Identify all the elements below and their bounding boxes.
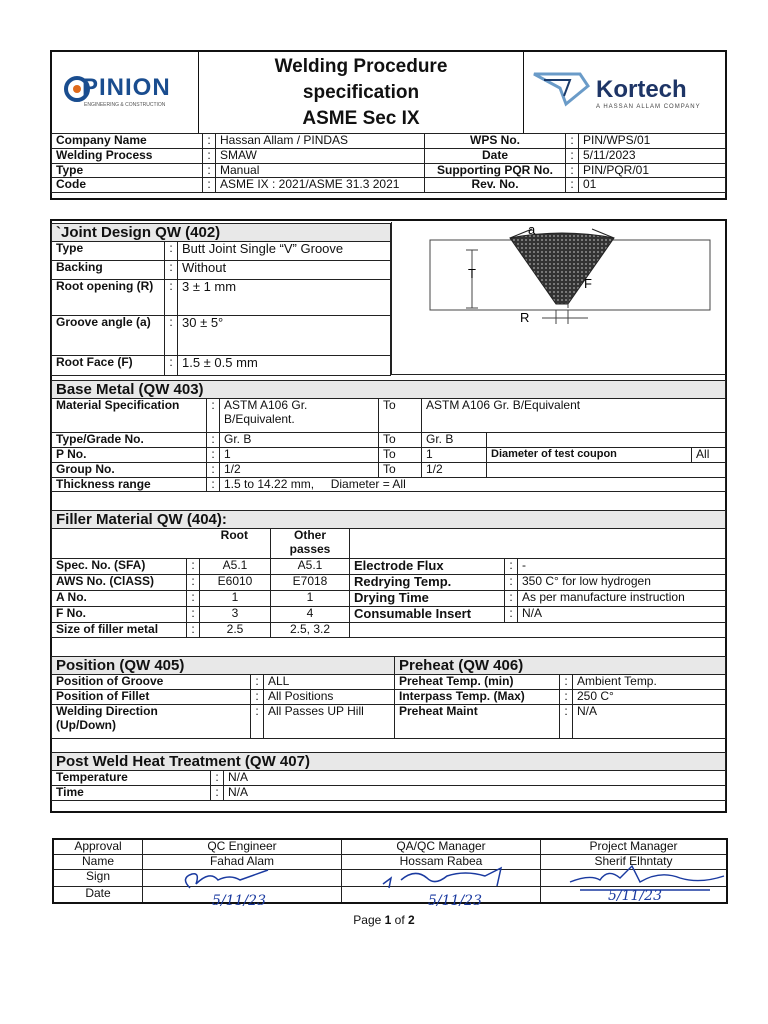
diagram-label-r: R bbox=[520, 310, 530, 325]
filler-root-value: 1 bbox=[200, 591, 271, 607]
handwritten-date: 5/11/23 bbox=[608, 888, 662, 904]
filler-other-value: 1 bbox=[271, 591, 350, 607]
position-row bbox=[52, 704, 395, 738]
joint-label: Groove angle (a) bbox=[52, 316, 165, 356]
diameter-value: All bbox=[692, 448, 726, 463]
diameter-label: Diameter of test coupon bbox=[487, 448, 692, 463]
preheat-label: Interpass Temp. (Max) bbox=[395, 690, 560, 705]
approval-row-label: Sign bbox=[53, 869, 143, 886]
filler-root-value: E6010 bbox=[200, 575, 271, 591]
filler-right-value: - bbox=[518, 559, 726, 575]
to-label: To bbox=[379, 448, 422, 463]
info-label: Company Name bbox=[52, 134, 203, 149]
position-row bbox=[52, 690, 395, 705]
position-label: Welding Direction (Up/Down) bbox=[52, 704, 251, 738]
info-value: PIN/PQR/01 bbox=[579, 163, 726, 178]
base-metal-to-value: 1 bbox=[422, 448, 487, 463]
title-line-2: specification bbox=[302, 82, 420, 103]
base-metal-to-value: 1/2 bbox=[422, 462, 487, 477]
kortech-logo-text: Kortech bbox=[596, 76, 687, 103]
info-value: SMAW bbox=[216, 148, 425, 163]
info-label: Type bbox=[52, 163, 203, 178]
pwht-label: Temperature bbox=[52, 771, 211, 786]
info-row bbox=[52, 134, 726, 149]
preheat-table bbox=[394, 656, 726, 739]
approver-role: QA/QC Manager bbox=[342, 839, 541, 854]
joint-value: Butt Joint Single “V” Groove bbox=[178, 242, 391, 261]
colon: : bbox=[505, 591, 518, 607]
colon: : bbox=[207, 477, 220, 492]
pwht-row bbox=[52, 771, 726, 786]
colon: : bbox=[165, 316, 178, 356]
colon: : bbox=[207, 462, 220, 477]
preheat-value: N/A bbox=[573, 704, 726, 738]
pinion-logo bbox=[62, 72, 192, 112]
filler-label: AWS No. (ClASS) bbox=[52, 575, 187, 591]
filler-label: A No. bbox=[52, 591, 187, 607]
pwht-row bbox=[52, 786, 726, 801]
title-line-1: Welding Procedure bbox=[274, 56, 448, 77]
kortech-logo bbox=[530, 68, 720, 118]
pwht-value: N/A bbox=[224, 771, 726, 786]
approver-name: Sherif Elhntaty bbox=[541, 854, 728, 869]
kortech-logo-subtext: A HASSAN ALLAM COMPANY bbox=[596, 104, 701, 110]
colon: : bbox=[251, 690, 264, 705]
base-metal-label: Thickness range bbox=[52, 477, 207, 492]
base-metal-value: Gr. B bbox=[220, 433, 379, 448]
colon: : bbox=[187, 575, 200, 591]
filler-right-label: Redrying Temp. bbox=[350, 575, 505, 591]
position-value: ALL bbox=[264, 675, 395, 690]
signature-qc-engineer bbox=[170, 866, 280, 896]
joint-value: 30 ± 5° bbox=[178, 316, 391, 356]
thickness-range-value: 1.5 to 14.22 mm, bbox=[224, 476, 315, 491]
header-divider-right bbox=[523, 50, 524, 133]
info-value: ASME IX : 2021/ASME 31.3 2021 bbox=[216, 178, 425, 193]
preheat-row bbox=[395, 675, 726, 690]
thickness-value bbox=[220, 477, 726, 492]
approval-row-label: Approval bbox=[53, 839, 143, 854]
base-metal-value: 1/2 bbox=[220, 462, 379, 477]
base-metal-table bbox=[51, 380, 726, 492]
base-metal-row bbox=[52, 399, 726, 433]
position-value: All Passes UP Hill bbox=[264, 704, 395, 738]
filler-other-value: A5.1 bbox=[271, 559, 350, 575]
diagram-border bbox=[391, 222, 726, 375]
colon: : bbox=[165, 261, 178, 280]
preheat-section-title: Preheat (QW 406) bbox=[395, 657, 726, 675]
joint-row bbox=[52, 280, 391, 316]
joint-label: Root Face (F) bbox=[52, 356, 165, 376]
colon: : bbox=[505, 607, 518, 623]
colon: : bbox=[566, 134, 579, 149]
info-row bbox=[52, 148, 726, 163]
empty-cell bbox=[350, 623, 726, 638]
base-metal-row bbox=[52, 433, 726, 448]
joint-label: Type bbox=[52, 242, 165, 261]
joint-label: Root opening (R) bbox=[52, 280, 165, 316]
to-label: To bbox=[379, 399, 422, 433]
pwht-table bbox=[51, 752, 726, 801]
joint-value: 1.5 ± 0.5 mm bbox=[178, 356, 391, 376]
thickness-diameter-value: Diameter = All bbox=[330, 476, 406, 491]
filler-root-value: 3 bbox=[200, 607, 271, 623]
joint-row bbox=[52, 242, 391, 261]
info-value: 5/11/2023 bbox=[579, 148, 726, 163]
filler-label: F No. bbox=[52, 607, 187, 623]
colon: : bbox=[203, 148, 216, 163]
filler-section-title: Filler Material QW (404): bbox=[52, 511, 726, 529]
empty-cell bbox=[350, 529, 726, 559]
filler-right-label: Drying Time bbox=[350, 591, 505, 607]
diagram-label-f: F bbox=[584, 276, 592, 291]
colon: : bbox=[207, 399, 220, 433]
position-row bbox=[52, 675, 395, 690]
base-metal-row bbox=[52, 462, 726, 477]
info-row bbox=[52, 163, 726, 178]
colon: : bbox=[505, 559, 518, 575]
filler-right-value: N/A bbox=[518, 607, 726, 623]
joint-section-title: `Joint Design QW (402) bbox=[52, 224, 391, 242]
joint-value: Without bbox=[178, 261, 391, 280]
approver-name: Fahad Alam bbox=[143, 854, 342, 869]
colon: : bbox=[560, 704, 573, 738]
filler-header-row bbox=[52, 529, 726, 559]
filler-row bbox=[52, 591, 726, 607]
base-metal-to-value: Gr. B bbox=[422, 433, 487, 448]
colon: : bbox=[203, 134, 216, 149]
info-label: Welding Process bbox=[52, 148, 203, 163]
filler-table bbox=[51, 510, 726, 638]
filler-col-other: Other passes bbox=[271, 529, 350, 559]
info-label: Rev. No. bbox=[425, 178, 566, 193]
filler-label: Size of filler metal bbox=[52, 623, 187, 638]
filler-right-value: 350 C° for low hydrogen bbox=[518, 575, 726, 591]
preheat-label: Preheat Maint bbox=[395, 704, 560, 738]
info-label: Code bbox=[52, 178, 203, 193]
preheat-label: Preheat Temp. (min) bbox=[395, 675, 560, 690]
position-value: All Positions bbox=[264, 690, 395, 705]
filler-right-label: Consumable Insert bbox=[350, 607, 505, 623]
colon: : bbox=[187, 559, 200, 575]
page-number bbox=[0, 913, 768, 927]
info-value: Manual bbox=[216, 163, 425, 178]
joint-row bbox=[52, 356, 391, 376]
document-title bbox=[199, 54, 523, 132]
joint-table bbox=[51, 223, 391, 376]
filler-row bbox=[52, 623, 726, 638]
base-metal-label: Group No. bbox=[52, 462, 207, 477]
colon: : bbox=[187, 591, 200, 607]
filler-other-value: 4 bbox=[271, 607, 350, 623]
preheat-row bbox=[395, 704, 726, 738]
colon: : bbox=[203, 163, 216, 178]
preheat-row bbox=[395, 690, 726, 705]
colon: : bbox=[207, 448, 220, 463]
approver-role: QC Engineer bbox=[143, 839, 342, 854]
empty-cell bbox=[487, 462, 726, 477]
preheat-value: Ambient Temp. bbox=[573, 675, 726, 690]
joint-value: 3 ± 1 mm bbox=[178, 280, 391, 316]
colon: : bbox=[251, 704, 264, 738]
empty-cell bbox=[487, 433, 726, 448]
colon: : bbox=[505, 575, 518, 591]
joint-label: Backing bbox=[52, 261, 165, 280]
approval-row-label: Date bbox=[53, 886, 143, 903]
preheat-value: 250 C° bbox=[573, 690, 726, 705]
colon: : bbox=[203, 178, 216, 193]
pinion-logo-text: PINION bbox=[82, 74, 171, 101]
position-table bbox=[51, 656, 395, 739]
pwht-section-title: Post Weld Heat Treatment (QW 407) bbox=[52, 753, 726, 771]
approver-name: Hossam Rabea bbox=[342, 854, 541, 869]
position-section-title: Position (QW 405) bbox=[52, 657, 395, 675]
page-total: 2 bbox=[408, 913, 415, 927]
approval-row bbox=[53, 839, 727, 854]
signature-qa-qc-manager bbox=[375, 864, 515, 894]
info-value: 01 bbox=[579, 178, 726, 193]
page-current: 1 bbox=[384, 913, 392, 927]
colon: : bbox=[165, 280, 178, 316]
approver-role: Project Manager bbox=[541, 839, 728, 854]
handwritten-date: 5/11/23 bbox=[212, 893, 266, 909]
base-metal-to-value: ASTM A106 Gr. B/Equivalent bbox=[422, 399, 726, 433]
base-metal-label: P No. bbox=[52, 448, 207, 463]
joint-row bbox=[52, 261, 391, 280]
info-label: WPS No. bbox=[425, 134, 566, 149]
base-metal-row bbox=[52, 448, 726, 463]
info-label: Date bbox=[425, 148, 566, 163]
filler-root-value: 2.5 bbox=[200, 623, 271, 638]
base-metal-value: 1 bbox=[220, 448, 379, 463]
pwht-label: Time bbox=[52, 786, 211, 801]
colon: : bbox=[211, 786, 224, 801]
base-metal-section-title: Base Metal (QW 403) bbox=[52, 381, 726, 399]
filler-row bbox=[52, 607, 726, 623]
page-of: of bbox=[391, 913, 409, 927]
filler-label: Spec. No. (SFA) bbox=[52, 559, 187, 575]
position-label: Position of Fillet bbox=[52, 690, 251, 705]
colon: : bbox=[566, 178, 579, 193]
to-label: To bbox=[379, 462, 422, 477]
filler-right-value: As per manufacture instruction bbox=[518, 591, 726, 607]
colon: : bbox=[560, 675, 573, 690]
pwht-value: N/A bbox=[224, 786, 726, 801]
filler-other-value: 2.5, 3.2 bbox=[271, 623, 350, 638]
approval-row-label: Name bbox=[53, 854, 143, 869]
colon: : bbox=[187, 623, 200, 638]
info-table bbox=[51, 133, 726, 193]
base-metal-label: Material Specification bbox=[52, 399, 207, 433]
info-value: PIN/WPS/01 bbox=[579, 134, 726, 149]
colon: : bbox=[560, 690, 573, 705]
colon: : bbox=[187, 607, 200, 623]
colon: : bbox=[566, 148, 579, 163]
title-line-3: ASME Sec IX bbox=[302, 108, 420, 129]
filler-root-value: A5.1 bbox=[200, 559, 271, 575]
diagram-label-a: a bbox=[528, 222, 536, 237]
handwritten-date: 5/11/23 bbox=[428, 893, 482, 909]
diagram-label-t: T bbox=[468, 266, 476, 281]
colon: : bbox=[566, 163, 579, 178]
colon: : bbox=[165, 242, 178, 261]
filler-row bbox=[52, 575, 726, 591]
page-prefix: Page bbox=[353, 913, 385, 927]
base-metal-label: Type/Grade No. bbox=[52, 433, 207, 448]
colon: : bbox=[207, 433, 220, 448]
filler-row bbox=[52, 559, 726, 575]
colon: : bbox=[165, 356, 178, 376]
to-label: To bbox=[379, 433, 422, 448]
colon: : bbox=[251, 675, 264, 690]
colon: : bbox=[211, 771, 224, 786]
joint-row bbox=[52, 316, 391, 356]
info-value: Hassan Allam / PINDAS bbox=[216, 134, 425, 149]
filler-other-value: E7018 bbox=[271, 575, 350, 591]
pinion-logo-subtext: ENGINEERING & CONSTRUCTION bbox=[84, 102, 166, 108]
base-metal-value: ASTM A106 Gr. B/Equivalent. bbox=[220, 399, 379, 433]
filler-right-label: Electrode Flux bbox=[350, 559, 505, 575]
position-label: Position of Groove bbox=[52, 675, 251, 690]
base-metal-row bbox=[52, 477, 726, 492]
info-row bbox=[52, 178, 726, 193]
info-label: Supporting PQR No. bbox=[425, 163, 566, 178]
kortech-logo-icon bbox=[530, 68, 592, 110]
filler-col-root: Root bbox=[52, 529, 271, 559]
